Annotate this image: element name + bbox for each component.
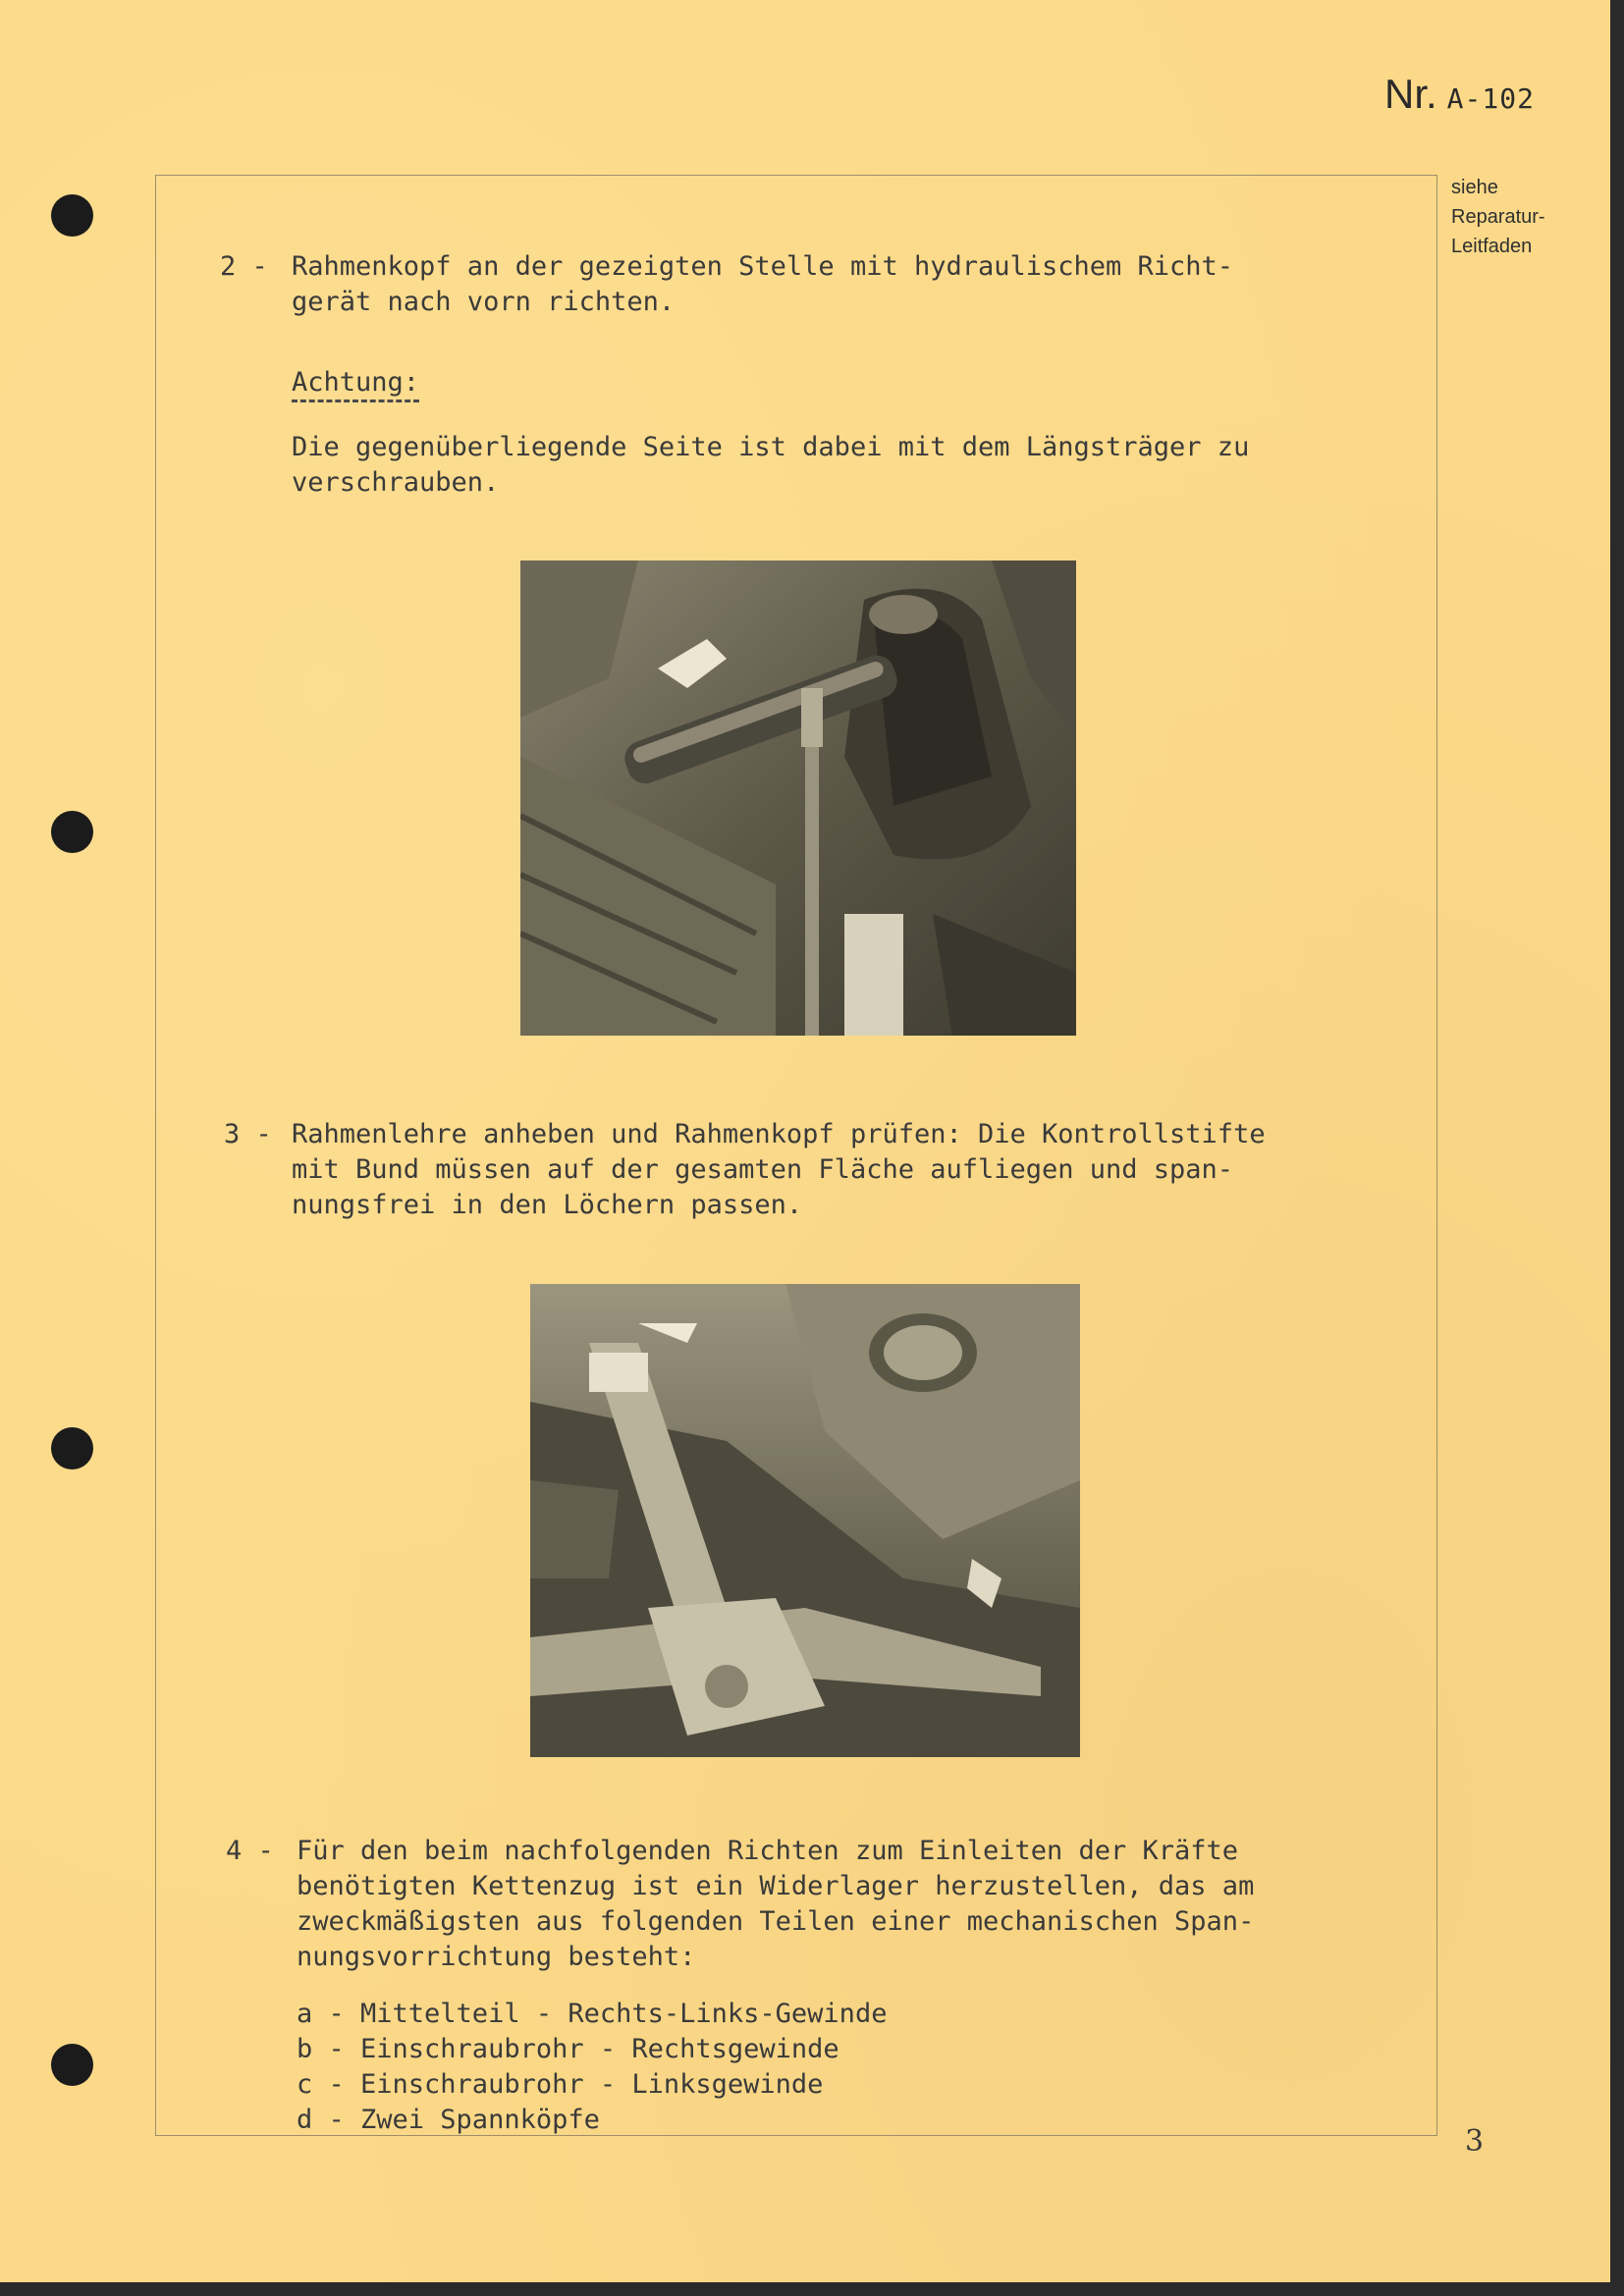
step-4-text — [297, 1834, 1254, 1975]
step-4-number: 4 - — [226, 1836, 274, 1866]
step-4-line: zweckmäßigsten aus folgenden Teilen einer mechanischen Span- — [297, 1906, 1255, 1937]
side-note-line: Leitfaden — [1451, 236, 1533, 257]
warning-line: Die gegenüberliegende Seite ist dabei mit dem Längsträger zu — [292, 432, 1250, 462]
side-note — [1451, 173, 1545, 261]
step-3-line: nungsfrei in den Löchern passen. — [292, 1190, 803, 1220]
list-item: a - Mittelteil - Rechts-Links-Gewinde — [297, 1999, 888, 2029]
page-number: 3 — [1465, 2124, 1485, 2159]
photo-frame-gauge — [530, 1284, 1080, 1757]
warning-line: verschrauben. — [292, 467, 500, 498]
punch-hole — [51, 194, 93, 237]
step-3-number: 3 - — [224, 1119, 272, 1149]
list-item: d - Zwei Spannköpfe — [297, 2105, 600, 2135]
document-number-value: A-102 — [1446, 82, 1535, 115]
side-note-line: siehe — [1451, 177, 1498, 198]
step-4-line: Für den beim nachfolgenden Richten zum Einleiten der Kräfte — [297, 1836, 1239, 1866]
punch-hole — [51, 2044, 93, 2086]
step-2-number: 2 - — [220, 251, 268, 282]
punch-hole — [51, 811, 93, 853]
list-item: c - Einschraubrohr - Linksgewinde — [297, 2069, 824, 2100]
photo-hydraulic-straightening — [520, 561, 1076, 1036]
step-2-line: Rahmenkopf an der gezeigten Stelle mit hydraulischem Richt- — [292, 251, 1234, 282]
step-2-line: gerät nach vorn richten. — [292, 287, 676, 317]
warning-heading-wrap — [292, 365, 419, 400]
step-4-line: benötigten Kettenzug ist ein Widerlager herzustellen, das am — [297, 1871, 1255, 1901]
step-3-text — [292, 1117, 1266, 1223]
step-3-line: mit Bund müssen auf der gesamten Fläche aufliegen und span- — [292, 1154, 1234, 1185]
warning-text — [292, 430, 1249, 501]
step-4-line: nungsvorrichtung besteht: — [297, 1942, 696, 1972]
punch-hole — [51, 1427, 93, 1469]
warning-heading: Achtung: — [292, 367, 419, 402]
step-2-text — [292, 249, 1233, 320]
step-3-line: Rahmenlehre anheben und Rahmenkopf prüfen: Die Kontrollstifte — [292, 1119, 1266, 1149]
document-number-label: Nr. — [1384, 71, 1437, 117]
list-item: b - Einschraubrohr - Rechtsgewinde — [297, 2034, 839, 2064]
parts-list — [297, 1997, 887, 2138]
side-note-line: Reparatur- — [1451, 206, 1545, 228]
document-number — [1384, 71, 1535, 118]
